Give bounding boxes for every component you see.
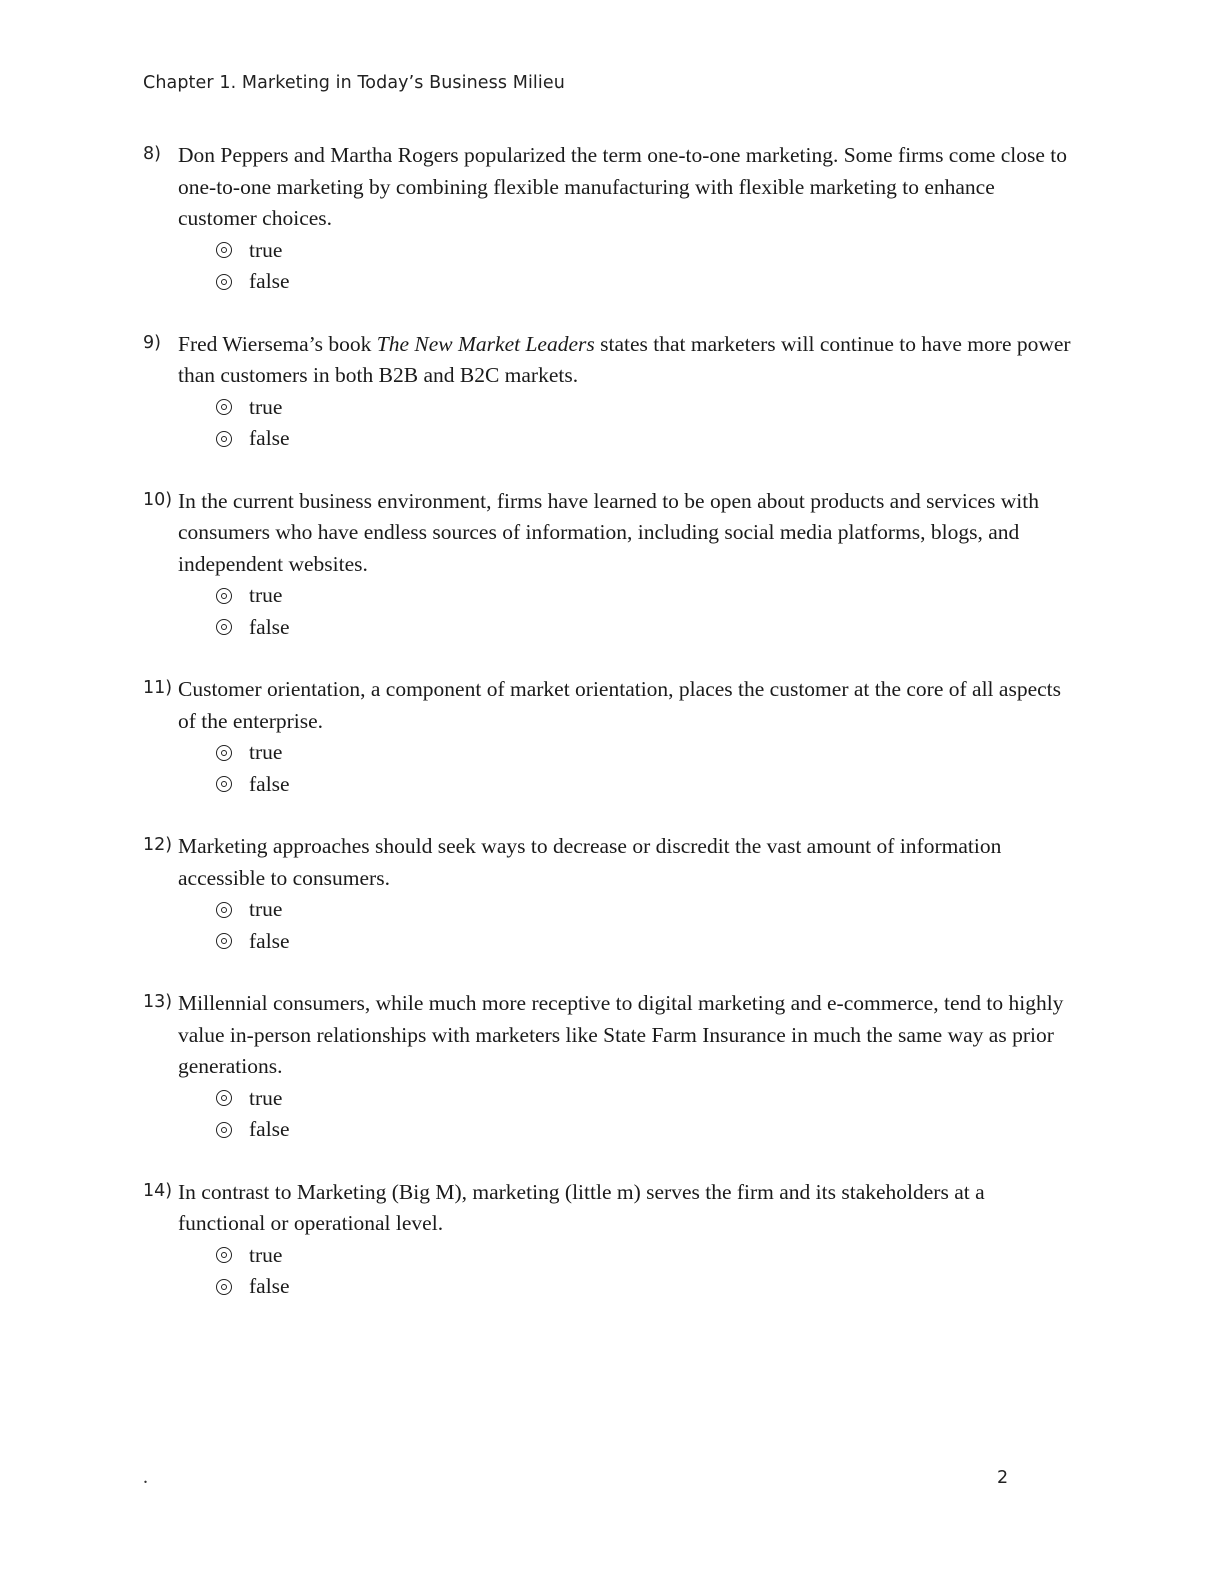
- option-label: true: [249, 1242, 283, 1267]
- radio-button-icon[interactable]: [216, 242, 232, 258]
- option-label: true: [249, 1085, 283, 1110]
- option-true[interactable]: [216, 235, 1073, 267]
- option-true[interactable]: [216, 1240, 1073, 1272]
- question-number: 14): [143, 1180, 173, 1201]
- question-14: [143, 1177, 1073, 1303]
- option-true[interactable]: [216, 894, 1073, 926]
- answer-options: [216, 392, 1073, 455]
- radio-button-icon[interactable]: [216, 1122, 232, 1138]
- option-true[interactable]: [216, 737, 1073, 769]
- question-12: [143, 831, 1073, 957]
- chapter-header: Chapter 1. Marketing in Today’s Business Milieu: [143, 73, 565, 93]
- question-number: 11): [143, 678, 173, 698]
- question-text: In contrast to Marketing (Big M), marketing (little m) serves the firm and its stakeholders at a functional or operational level.: [178, 1179, 985, 1235]
- option-label: true: [249, 394, 283, 419]
- footer-mark: .: [143, 1466, 148, 1488]
- question-text-end: states that marketers will continue to have more power than customers in both B2B and B2C markets.: [178, 331, 1071, 387]
- page-number: 2: [997, 1468, 1009, 1488]
- answer-options: [216, 1240, 1073, 1303]
- option-label: false: [249, 1117, 290, 1142]
- radio-button-icon[interactable]: [216, 1090, 232, 1106]
- option-label: false: [249, 614, 290, 639]
- radio-button-icon[interactable]: [216, 1247, 232, 1263]
- answer-options: [216, 1083, 1073, 1146]
- answer-options: [216, 894, 1073, 957]
- book-title: The New Market Leaders: [376, 331, 595, 356]
- radio-button-icon[interactable]: [216, 1279, 232, 1295]
- question-number: 8): [143, 144, 161, 164]
- answer-options: [216, 737, 1073, 800]
- radio-button-icon[interactable]: [216, 431, 232, 447]
- option-label: true: [249, 897, 283, 922]
- question-9: [143, 329, 1073, 455]
- option-label: true: [249, 583, 283, 608]
- radio-button-icon[interactable]: [216, 274, 232, 290]
- option-label: false: [249, 1274, 290, 1299]
- option-true[interactable]: [216, 580, 1073, 612]
- option-false[interactable]: [216, 423, 1073, 455]
- option-false[interactable]: [216, 926, 1073, 958]
- radio-button-icon[interactable]: [216, 588, 232, 604]
- question-8: [143, 140, 1073, 298]
- option-label: false: [249, 771, 290, 796]
- question-11: [143, 674, 1073, 800]
- option-false[interactable]: [216, 266, 1073, 298]
- option-false[interactable]: [216, 1271, 1073, 1303]
- question-text: Millennial consumers, while much more receptive to digital marketing and e-commerce, tend to highly value in-person relationships with marketers like State Farm Insurance in much the same way as prior generations.: [178, 991, 1064, 1078]
- question-text: Don Peppers and Martha Rogers popularized the term one-to-one marketing. Some firms come close to one-to-one marketing by combining flexible manufacturing with flexible marketing to enhance customer choices.: [178, 143, 1068, 230]
- question-number: 13): [143, 992, 173, 1012]
- option-label: true: [249, 740, 283, 765]
- question-13: [143, 988, 1073, 1146]
- option-label: false: [249, 928, 290, 953]
- answer-options: [216, 235, 1073, 298]
- question-number: 10): [143, 489, 173, 510]
- radio-button-icon[interactable]: [216, 745, 232, 761]
- option-label: true: [249, 237, 283, 262]
- option-true[interactable]: [216, 392, 1073, 424]
- radio-button-icon[interactable]: [216, 776, 232, 792]
- question-number: 9): [143, 332, 161, 353]
- answer-options: [216, 580, 1073, 643]
- question-list: [143, 140, 1073, 1334]
- radio-button-icon[interactable]: [216, 399, 232, 415]
- question-text: Customer orientation, a component of market orientation, places the customer at the core of all aspects of the enterprise.: [178, 677, 1061, 733]
- radio-button-icon[interactable]: [216, 933, 232, 949]
- radio-button-icon[interactable]: [216, 902, 232, 918]
- radio-button-icon[interactable]: [216, 619, 232, 635]
- option-true[interactable]: [216, 1083, 1073, 1115]
- question-text: [178, 329, 1073, 392]
- question-10: [143, 486, 1073, 644]
- option-false[interactable]: [216, 769, 1073, 801]
- option-false[interactable]: [216, 612, 1073, 644]
- option-label: false: [249, 269, 290, 294]
- question-text-start: Fred Wiersema’s book: [178, 331, 377, 356]
- question-text: In the current business environment, firms have learned to be open about products and services with consumers who have endless sources of information, including social media platforms, blogs, and independent websites.: [178, 488, 1039, 576]
- question-number: 12): [143, 835, 173, 855]
- question-text: Marketing approaches should seek ways to decrease or discredit the vast amount of information accessible to consumers.: [178, 834, 1002, 890]
- option-false[interactable]: [216, 1114, 1073, 1146]
- option-label: false: [249, 426, 290, 451]
